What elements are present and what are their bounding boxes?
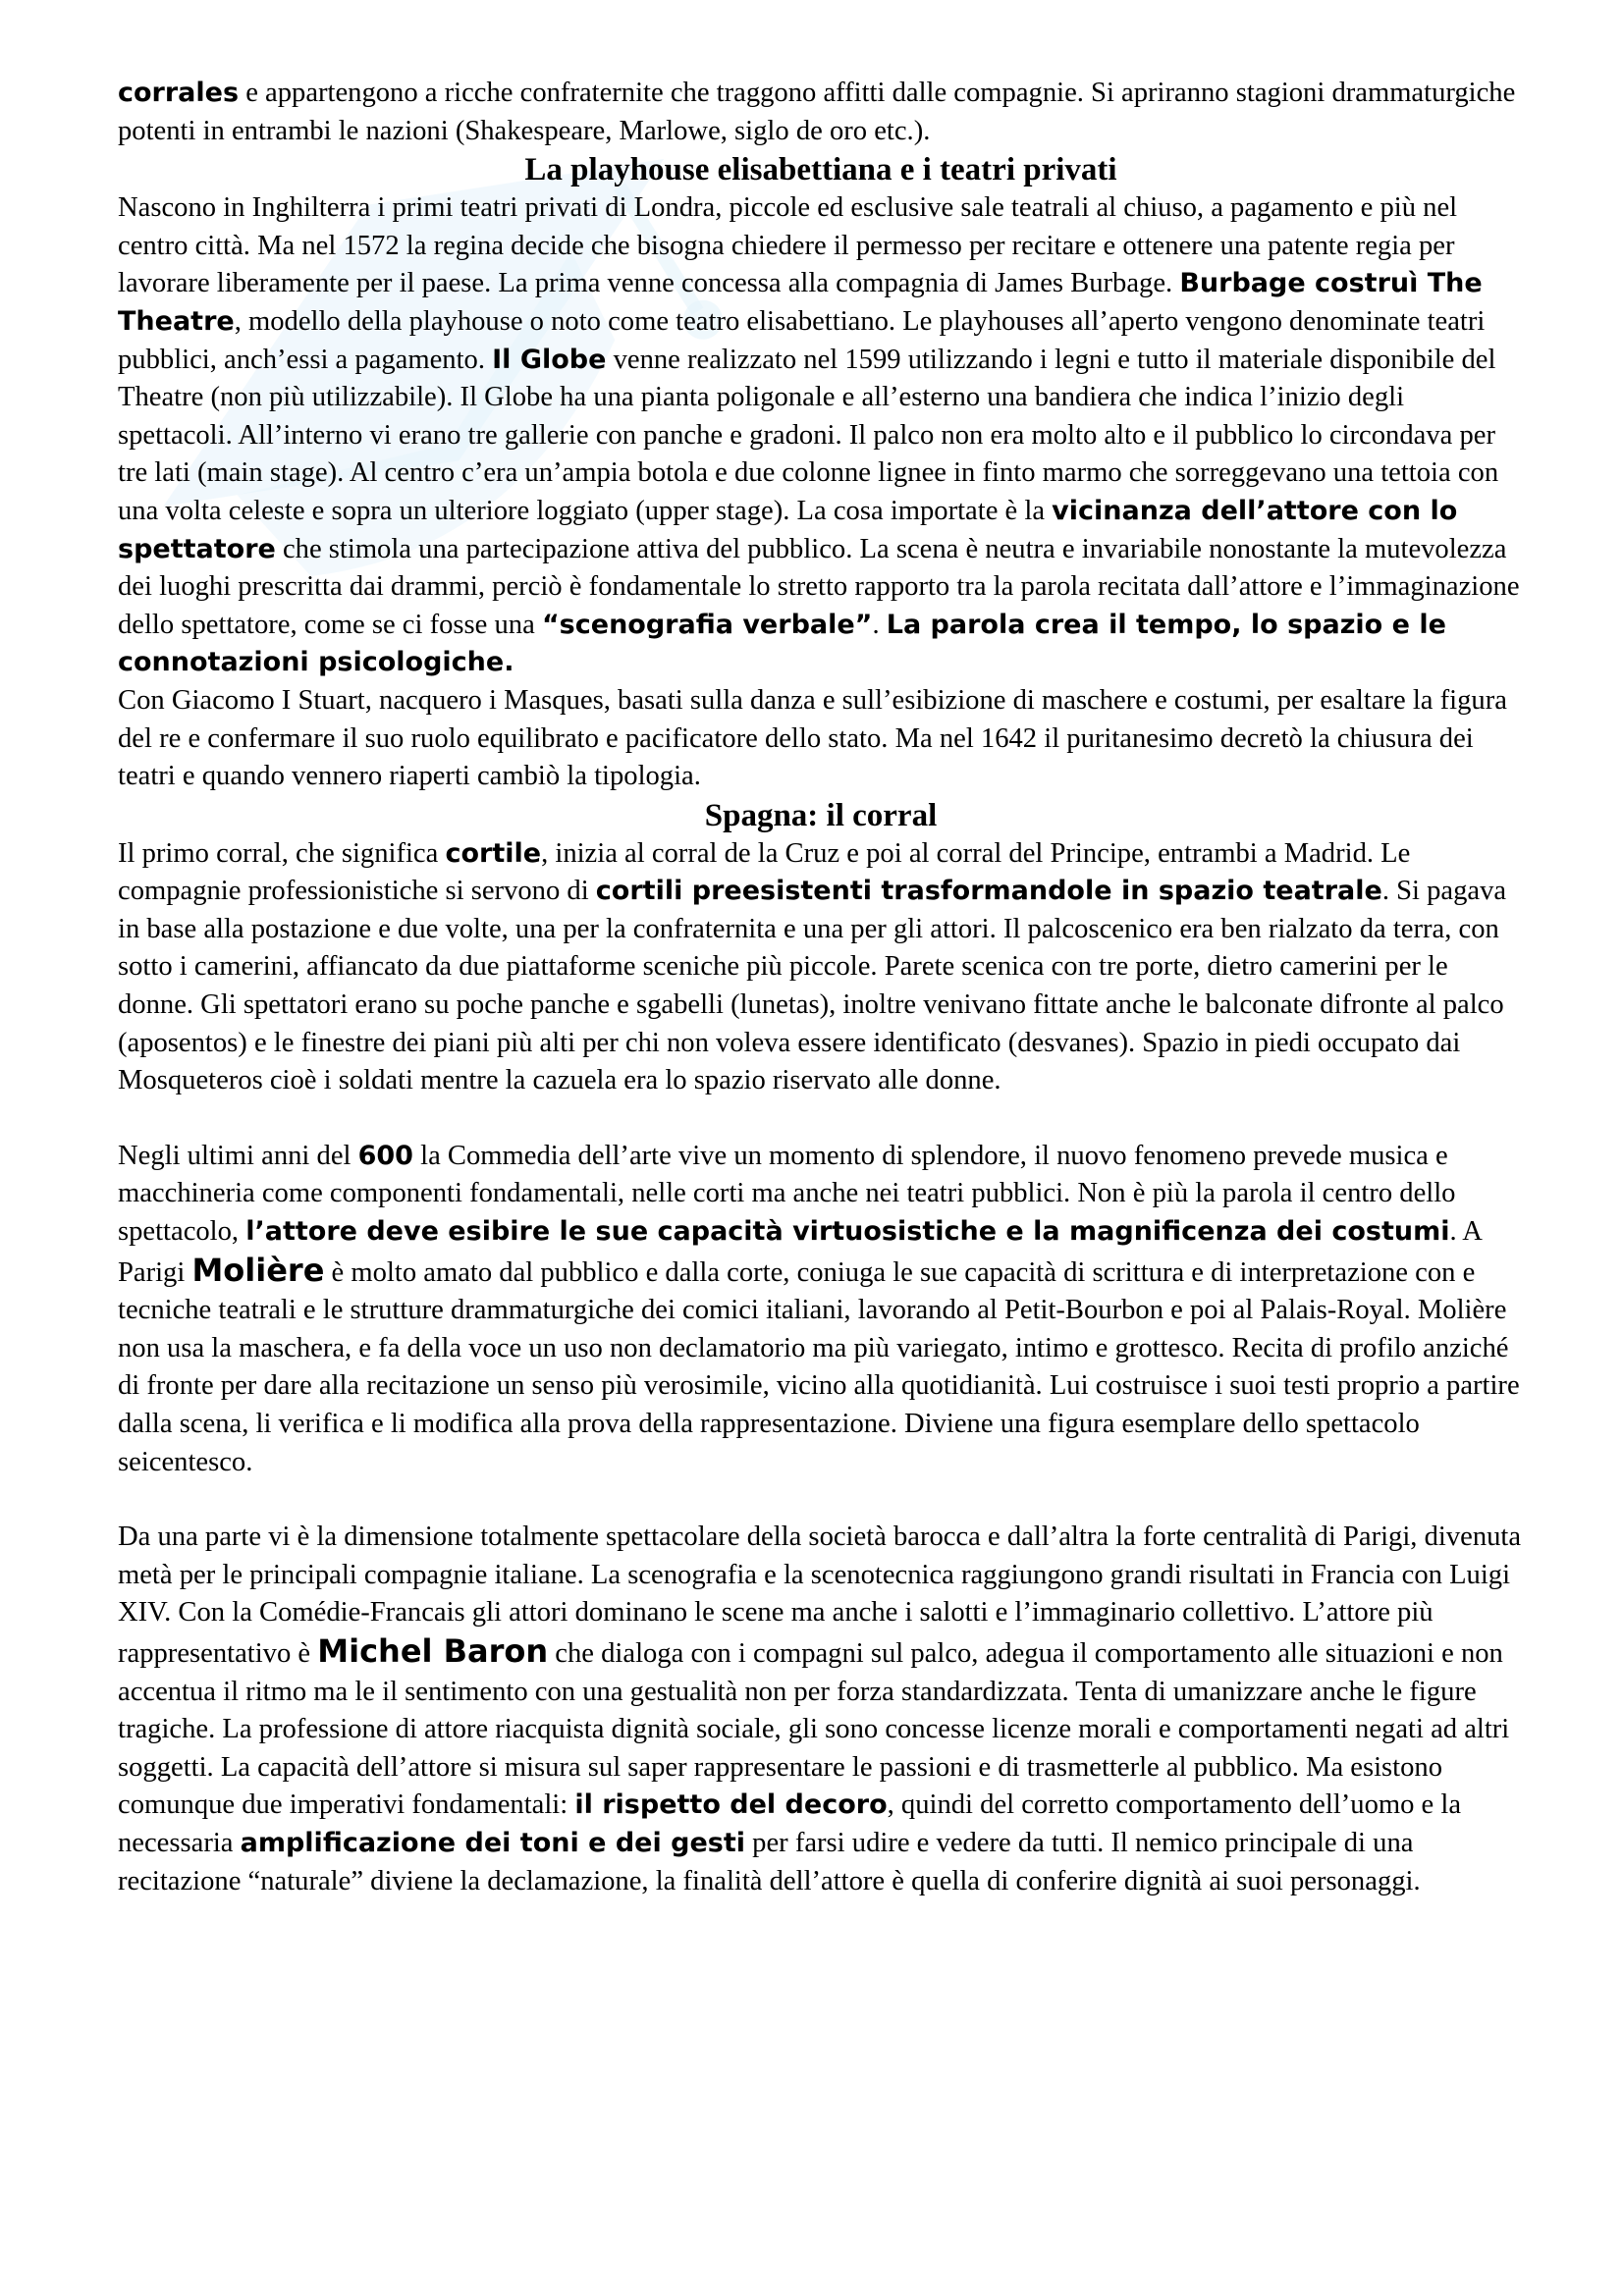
text-run: Con Giacomo I Stuart, nacquero i Masques, basati sulla danza e sull’esibizione di maschere e costumi, per esaltare la figura del re e confermare il suo ruolo equilibrato e pacificatore dello stato. Ma nel 1642 il puritanesimo decretò la chiusura dei teatri e quando vennero riaperti cambiò la tipologia. — [118, 684, 1507, 792]
document-page — [118, 75, 1524, 1900]
paragraph-spacer — [118, 1100, 1524, 1138]
text-run: che dialoga con i compagni sul palco, adegua il comportamento alle situazioni e non accentua il ritmo ma le il sentimento con una gestualità non per forza standardizzata. Tenta di umanizzare anche le figure tragiche. La professione di attore riacquista dignità sociale, gli sono concesse licenze morali e comportamenti negati ad altri soggetti. La capacità dell’attore si misura sul saper rappresentare le passioni e di trasmetterle al pubblico. Ma esistono comunque due imperativi fondamentali: — [118, 1637, 1510, 1821]
text-run: venne realizzato nel 1599 utilizzando i legni e tutto il materiale disponibile del Theatre (non più utilizzabile). Il Globe ha una pianta poligonale e all’esterno una bandiera che indica l’inizio degli spettacoli. All’interno vi erano tre gallerie con panche e gradoni. Il palco non era molto alto e il pubblico lo circondava per tre lati (main stage). Al centro c’era un’ampia botola e due colonne lignee in finto marmo che sorreggevano una tettoia con una volta celeste e sopra un ulteriore loggiato (upper stage). La cosa importate è la — [118, 344, 1499, 526]
emphasis-text: vicinanza dell’attore con lo spettatore — [118, 495, 1458, 564]
body-paragraph — [118, 1138, 1524, 1481]
emphasis-text: amplificazione dei toni e dei gesti — [240, 1827, 746, 1858]
text-run: . Si pagava in base alla postazione e due volte, una per la confraternita e una per gli attori. Il palcoscenico era ben rialzato da terra, con sotto i camerini, affiancato da due piattaforme sceniche più piccole. Parete scenica con tre porte, dietro camerini per le donne. Gli spettatori erano su poche panche e sgabelli (lunetas), inoltre venivano fittate anche le balconate difronte al palco (aposentos) e le finestre dei piani più alti per chi non voleva essere identificato (desvanes). Spazio in piedi occupato dai Mosqueteros cioè i soldati mentre la cazuela era lo spazio riservato alle donne. — [118, 876, 1507, 1096]
emphasis-text: cortili preesistenti trasformandole in spazio teatrale — [595, 876, 1382, 907]
emphasis-text: Molière — [191, 1251, 325, 1289]
emphasis-text: corrales — [118, 78, 240, 108]
text-run: , modello della playhouse o noto come teatro elisabettiano. Le playhouses all’aperto vengono denominate teatri pubblici, anch’essi a pagamento. — [118, 305, 1486, 375]
emphasis-text: 600 — [357, 1140, 413, 1171]
emphasis-text: Burbage costruì The Theatre — [118, 268, 1483, 337]
text-run: Negli ultimi anni del — [118, 1140, 358, 1171]
text-run: . — [872, 609, 887, 640]
text-run: per farsi udire e vedere da tutti. Il nemico principale di una recitazione “naturale” diviene la declamazione, la finalità dell’attore è quella di conferire dignità ai suoi personaggi. — [118, 1827, 1421, 1896]
emphasis-text: il rispetto del decoro — [574, 1789, 888, 1821]
body-paragraph — [118, 682, 1524, 796]
text-run: è molto amato dal pubblico e dalla corte, coniuga le sue capacità di scrittura e di interpretazione con e tecniche teatrali e le strutture drammaturgiche dei comici italiani, lavorando al Petit-Bourbon e poi al Palais-Royal. Molière non usa la maschera, e fa della voce un uso non declamatorio ma più variegato, intimo e grottesco. Recita di profilo anziché di fronte per dare alla recitazione un senso più verosimile, vicino alla quotidianità. Lui costruisce i suoi testi proprio a partire dalla scena, li verifica e li modifica alla prova della rappresentazione. Diviene una figura esemplare dello spettacolo seicentesco. — [118, 1256, 1520, 1477]
text-run: la Commedia dell’arte vive un momento di splendore, il nuovo fenomeno prevede musica e macchineria come componenti fondamentali, nelle corti ma anche nei teatri pubblici. Non è più la parola il centro dello spettacolo, — [118, 1140, 1456, 1248]
text-run: che stimola una partecipazione attiva del pubblico. La scena è neutra e invariabile nonostante la mutevolezza dei luoghi prescritta dai drammi, perciò è fondamentale lo stretto rapporto tra la parola recitata dall’attore e l’immaginazione dello spettatore, come se ci fosse una — [118, 533, 1520, 640]
emphasis-text: l’attore deve esibire le sue capacità virtuosistiche e la magnificenza dei costumi — [245, 1216, 1450, 1248]
body-paragraph — [118, 189, 1524, 682]
section-heading: La playhouse elisabettiana e i teatri privati — [524, 152, 1117, 188]
emphasis-text: cortile — [445, 837, 542, 869]
text-run: Il primo corral, che significa — [118, 837, 446, 869]
emphasis-text: “scenografia verbale” — [541, 609, 873, 640]
emphasis-text: Michel Baron — [317, 1631, 549, 1670]
text-run: . A Parigi — [118, 1216, 1482, 1288]
text-run: , inizia al corral de la Cruz e poi al corral del Principe, entrambi a Madrid. Le compagnie professionistiche si servono di — [118, 837, 1411, 907]
emphasis-text: La parola crea il tempo, lo spazio e le connotazioni psicologiche. — [118, 609, 1446, 678]
paragraph-spacer — [118, 1481, 1524, 1519]
text-run: Nascono in Inghilterra i primi teatri privati di Londra, piccole ed esclusive sale teatrali al chiuso, a pagamento e più nel centro città. Ma nel 1572 la regina decide che bisogna chiedere il permesso per recitare e ottenere una patente regia per lavorare liberamente per il paese. La prima venne concessa alla compagnia di James Burbage. — [118, 192, 1458, 299]
body-paragraph — [118, 835, 1524, 1100]
body-paragraph — [118, 1519, 1524, 1900]
text-run: e appartengono a ricche confraternite che traggono affitti dalle compagnie. Si apriranno stagioni drammaturgiche potenti in entrambi le nazioni (Shakespeare, Marlowe, siglo de oro etc.). — [118, 78, 1516, 146]
body-paragraph — [118, 75, 1524, 150]
section-heading: Spagna: il corral — [704, 797, 938, 833]
text-run: Da una parte vi è la dimensione totalmente spettacolare della società barocca e dall’altra la forte centralità di Parigi, divenuta metà per le principali compagnie italiane. La scenografia e la scenotecnica raggiungono grandi risultati in Francia con Luigi XIV. Con la Comédie-Francais gli attori dominano le scene ma anche i salotti e l’immaginario collettivo. L’attore più rappresentativo è — [118, 1522, 1522, 1669]
emphasis-text: Il Globe — [492, 344, 607, 375]
text-run: , quindi del corretto comportamento dell’uomo e la necessaria — [118, 1789, 1462, 1858]
